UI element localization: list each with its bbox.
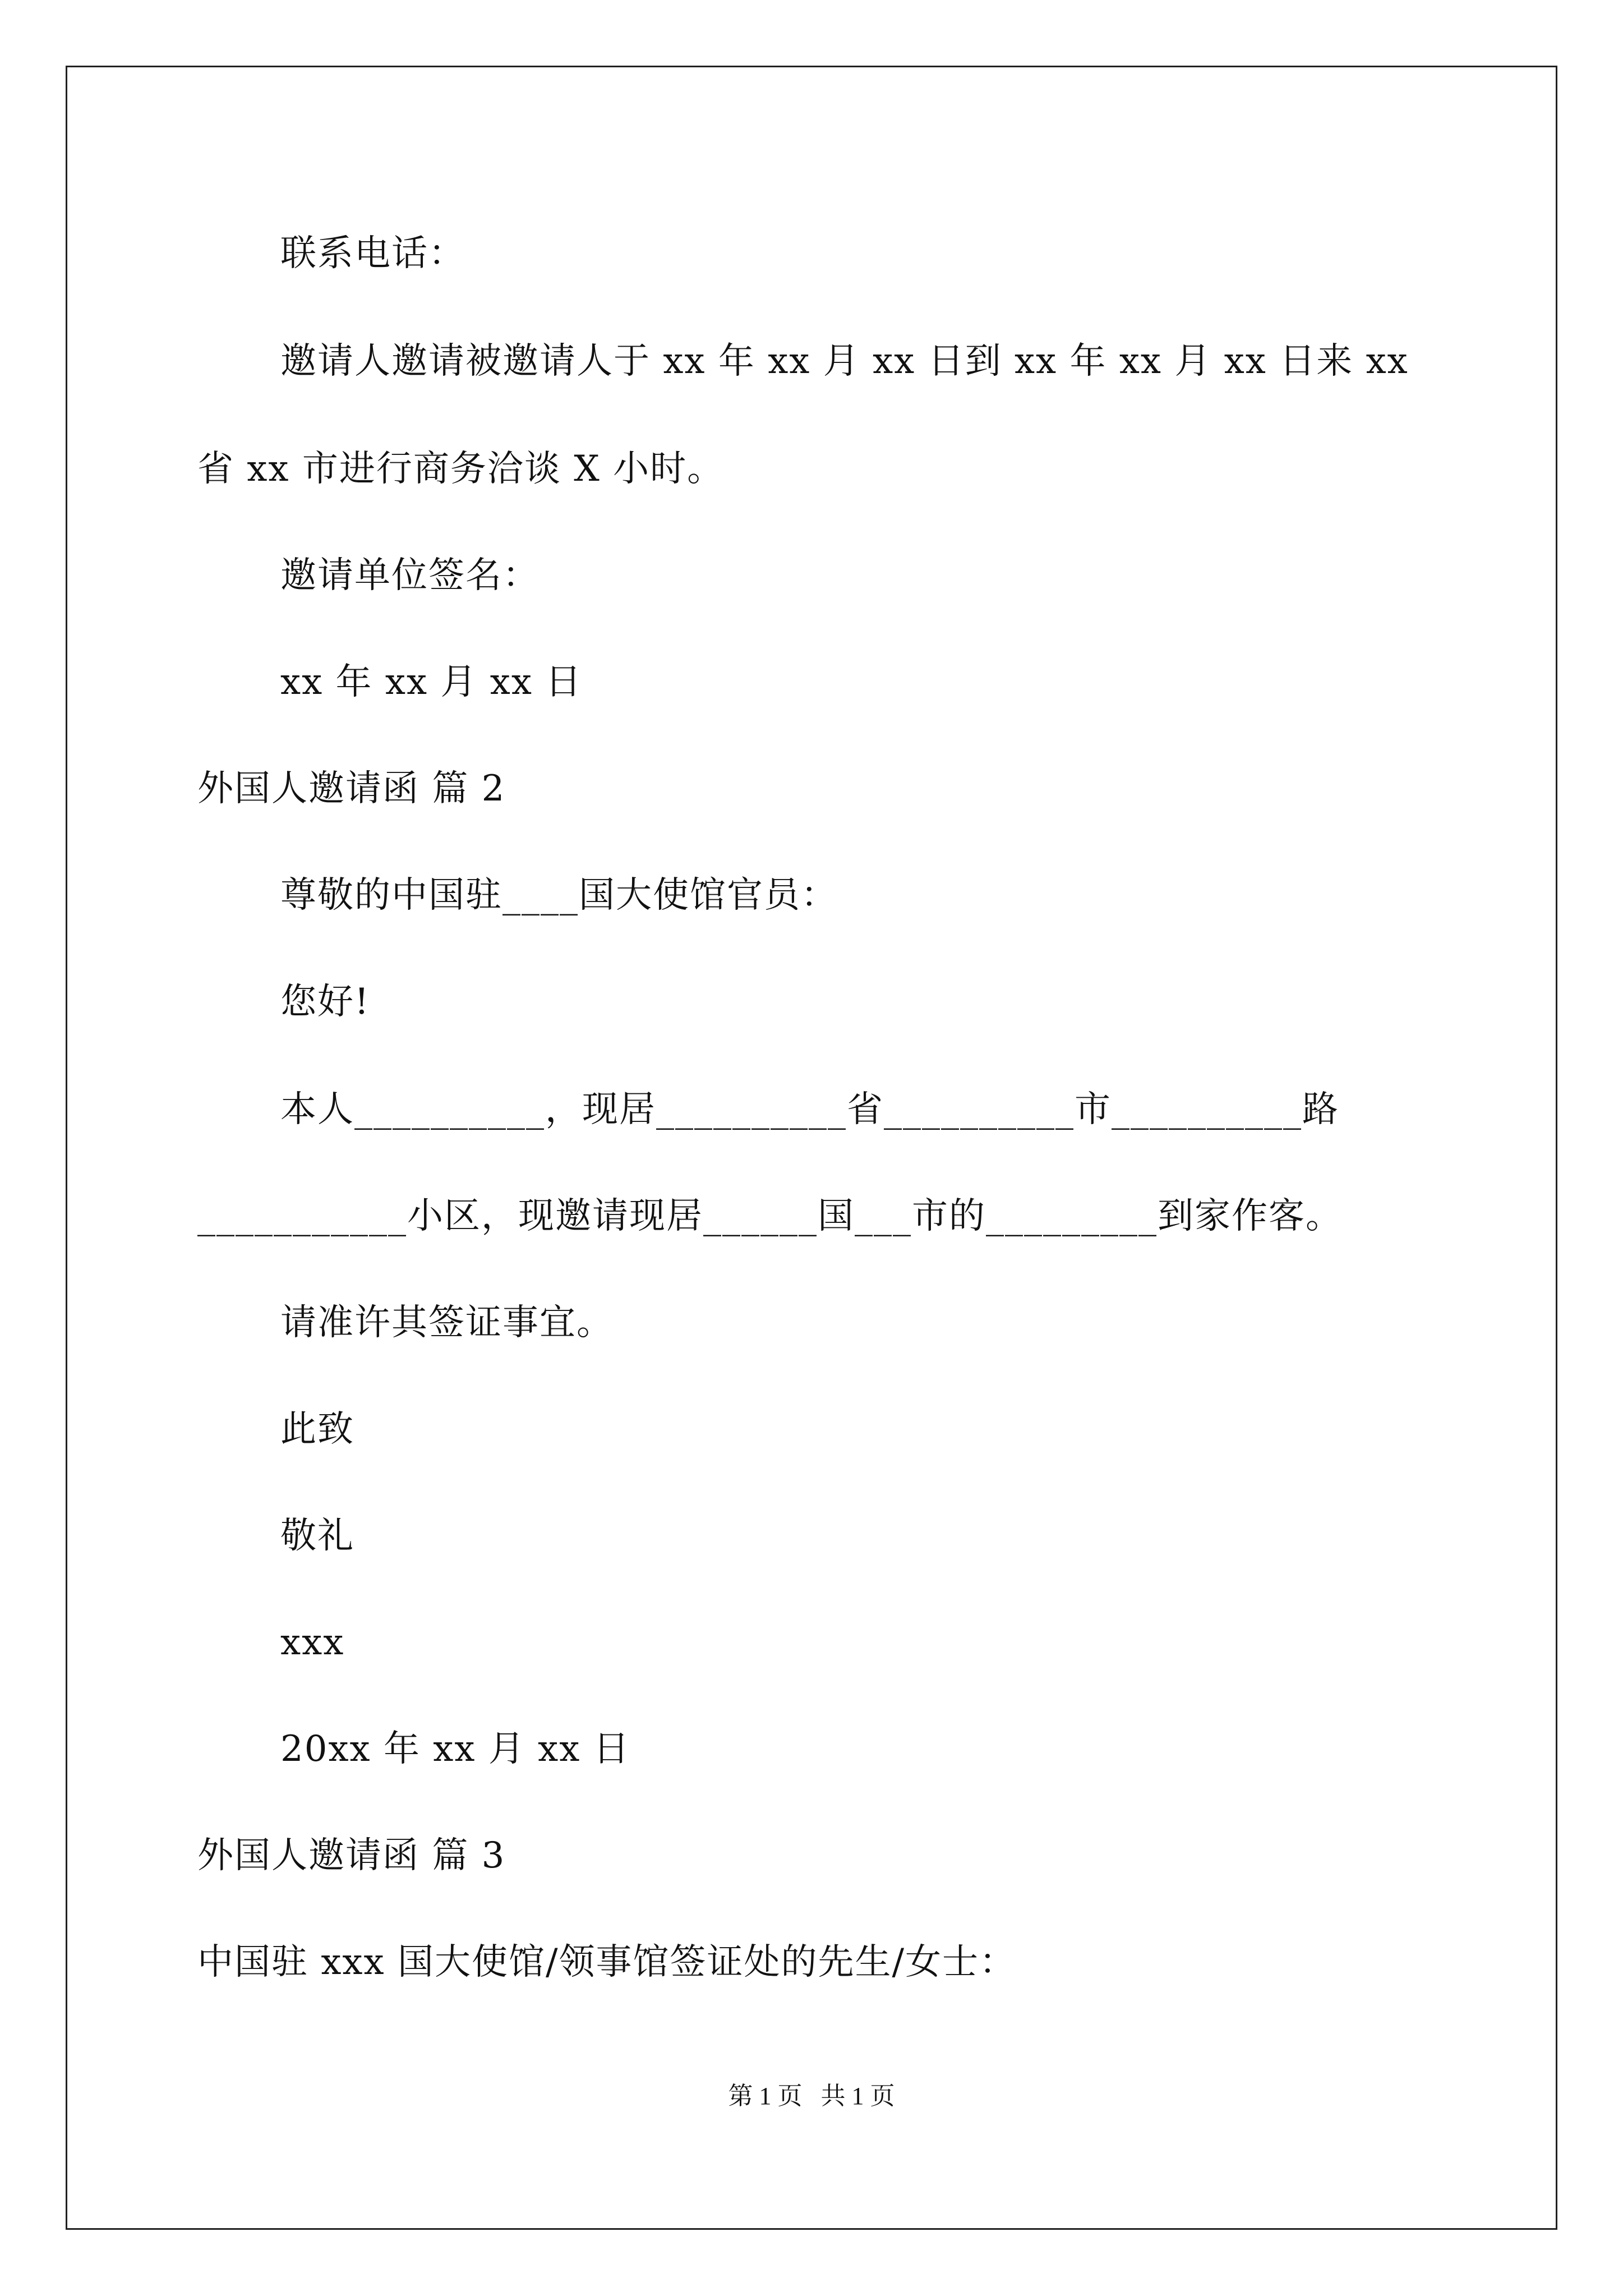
request-line: 请准许其签证事宜。: [280, 1302, 614, 1343]
invitation-body-line-1: 邀请人邀请被邀请人于 xx 年 xx 月 xx 日到 xx 年 xx 月 xx 日来 xx: [280, 341, 1409, 382]
invitation-body-line-2: 省 xx 市进行商务洽谈 X 小时。: [197, 448, 725, 490]
section-heading-2: 外国人邀请函 篇 2: [197, 768, 506, 809]
salutation-line-3: 中国驻 xxx 国大使馆/领事馆签证处的先生/女士：: [197, 1941, 1017, 1983]
signature-date: 20xx 年 xx 月 xx 日: [280, 1728, 630, 1770]
contact-phone-line: 联系电话：: [280, 233, 465, 274]
closing-line-1: 此致: [280, 1409, 354, 1450]
closing-line-2: 敬礼: [280, 1515, 354, 1557]
signer-name: xxx: [280, 1622, 345, 1663]
page-footer: 第 1 页 共 1 页: [728, 2082, 895, 2110]
page-border: [66, 66, 1557, 2230]
date-line: xx 年 xx 月 xx 日: [280, 661, 583, 703]
body-fill-line-1: 本人__________，现居__________省__________市__________路: [280, 1089, 1339, 1130]
section-heading-3: 外国人邀请函 篇 3: [197, 1835, 506, 1876]
greeting-line: 您好!: [280, 981, 370, 1023]
body-fill-line-2: ___________小区，现邀请现居______国___市的_________到家作客。: [197, 1195, 1343, 1237]
salutation-line: 尊敬的中国驻____国大使馆官员：: [280, 875, 838, 916]
signature-label: 邀请单位签名：: [280, 555, 540, 596]
